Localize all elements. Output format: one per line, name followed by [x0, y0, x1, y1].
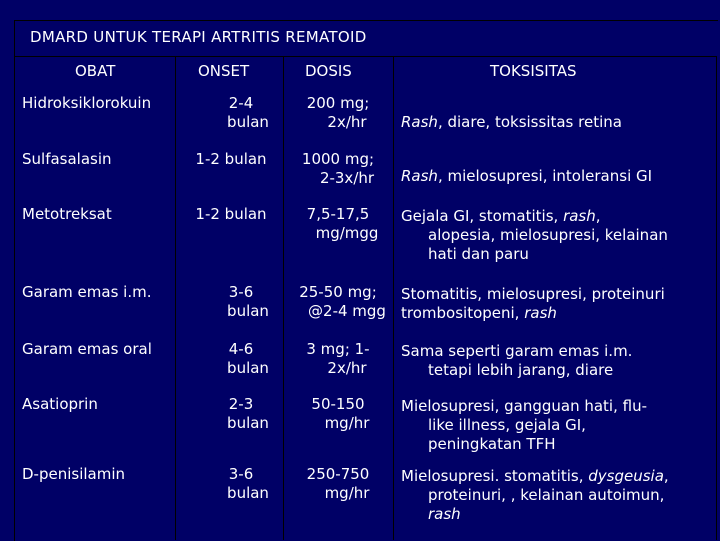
- cell-obat: Garam emas oral: [22, 340, 152, 358]
- onset-line: 2-3: [228, 395, 254, 413]
- toksisitas-line: peningkatan TFH: [428, 435, 556, 453]
- toksisitas-line: Mielosupresi, gangguan hati, flu-: [401, 397, 647, 415]
- dosis-line: mg/hr: [324, 484, 370, 502]
- onset-line: bulan: [227, 484, 269, 502]
- cell-onset: [196, 465, 286, 503]
- column-header-toksisitas: TOKSISITAS: [490, 62, 577, 80]
- dosis-line: 200 mg;: [306, 94, 370, 112]
- onset-line: 3-6: [228, 283, 254, 301]
- column-header-onset: ONSET: [198, 62, 250, 80]
- column-header-dosis: DOSIS: [305, 62, 352, 80]
- cell-dosis: [288, 395, 388, 433]
- toksisitas-line: rash: [428, 505, 461, 523]
- cell-toksisitas: [401, 397, 647, 454]
- cell-toksisitas: [401, 113, 622, 132]
- cell-onset: [186, 205, 276, 224]
- dosis-line: 1000 mg;: [301, 150, 375, 168]
- cell-toksisitas: [401, 342, 632, 380]
- cell-obat: D-penisilamin: [22, 465, 126, 483]
- dosis-line: 3 mg; 1-: [306, 340, 370, 358]
- dosis-line: 250-750: [306, 465, 370, 483]
- column-divider: [175, 56, 176, 540]
- dosis-line: mg/hr: [324, 414, 370, 432]
- cell-dosis: [288, 150, 388, 188]
- cell-dosis: [288, 94, 388, 132]
- cell-dosis: [288, 340, 388, 378]
- dosis-line: @2-4 mgg: [308, 302, 386, 320]
- toksisitas-line: alopesia, mielosupresi, kelainan: [428, 226, 668, 244]
- toksisitas-line: trombositopeni, rash: [401, 304, 557, 322]
- cell-toksisitas: [401, 167, 652, 186]
- toksisitas-line: tetapi lebih jarang, diare: [428, 361, 614, 379]
- cell-dosis: [288, 465, 388, 503]
- onset-line: bulan: [227, 414, 269, 432]
- onset-line: 1-2 bulan: [195, 205, 267, 223]
- onset-line: bulan: [227, 113, 269, 131]
- cell-toksisitas: [401, 285, 665, 323]
- cell-dosis: [288, 205, 388, 243]
- cell-toksisitas: [401, 467, 669, 524]
- toksisitas-line: Gejala GI, stomatitis, rash,: [401, 207, 601, 225]
- dosis-line: 25-50 mg;: [299, 283, 377, 301]
- onset-line: 3-6: [228, 465, 254, 483]
- onset-line: bulan: [227, 302, 269, 320]
- page-title: DMARD UNTUK TERAPI ARTRITIS REMATOID: [30, 28, 367, 46]
- dosis-line: 2x/hr: [327, 113, 367, 131]
- onset-line: 4-6: [228, 340, 254, 358]
- cell-obat: Sulfasalasin: [22, 150, 112, 168]
- toksisitas-line: proteinuri, , kelainan autoimun,: [428, 486, 665, 504]
- onset-line: bulan: [227, 359, 269, 377]
- onset-line: 2-4: [228, 94, 254, 112]
- dosis-line: 2-3x/hr: [319, 169, 375, 187]
- column-divider: [393, 56, 394, 540]
- toksisitas-line: hati dan paru: [428, 245, 529, 263]
- cell-onset: [186, 150, 276, 169]
- cell-obat: Metotreksat: [22, 205, 112, 223]
- cell-obat: Garam emas i.m.: [22, 283, 152, 301]
- dosis-line: 50-150: [311, 395, 365, 413]
- cell-onset: [196, 283, 286, 321]
- toksisitas-line: Stomatitis, mielosupresi, proteinuri: [401, 285, 665, 303]
- cell-obat: Asatioprin: [22, 395, 98, 413]
- toksisitas-line: Sama seperti garam emas i.m.: [401, 342, 633, 360]
- column-divider: [716, 56, 717, 540]
- cell-onset: [196, 340, 286, 378]
- toksisitas-line: Mielosupresi. stomatitis, dysgeusia,: [401, 467, 669, 485]
- cell-onset: [196, 395, 286, 433]
- toksisitas-line: Rash, mielosupresi, intoleransi GI: [401, 167, 653, 185]
- toksisitas-line: like illness, gejala GI,: [428, 416, 586, 434]
- column-header-obat: OBAT: [75, 62, 116, 80]
- cell-toksisitas: [401, 207, 668, 264]
- toksisitas-line: Rash, diare, toksissitas retina: [401, 113, 622, 131]
- dosis-line: 2x/hr: [327, 359, 367, 377]
- onset-line: 1-2 bulan: [195, 150, 267, 168]
- cell-onset: [196, 94, 286, 132]
- dosis-line: mg/mgg: [315, 224, 379, 242]
- cell-obat: Hidroksiklorokuin: [22, 94, 152, 112]
- dosis-line: 7,5-17,5: [306, 205, 370, 223]
- cell-dosis: [288, 283, 388, 321]
